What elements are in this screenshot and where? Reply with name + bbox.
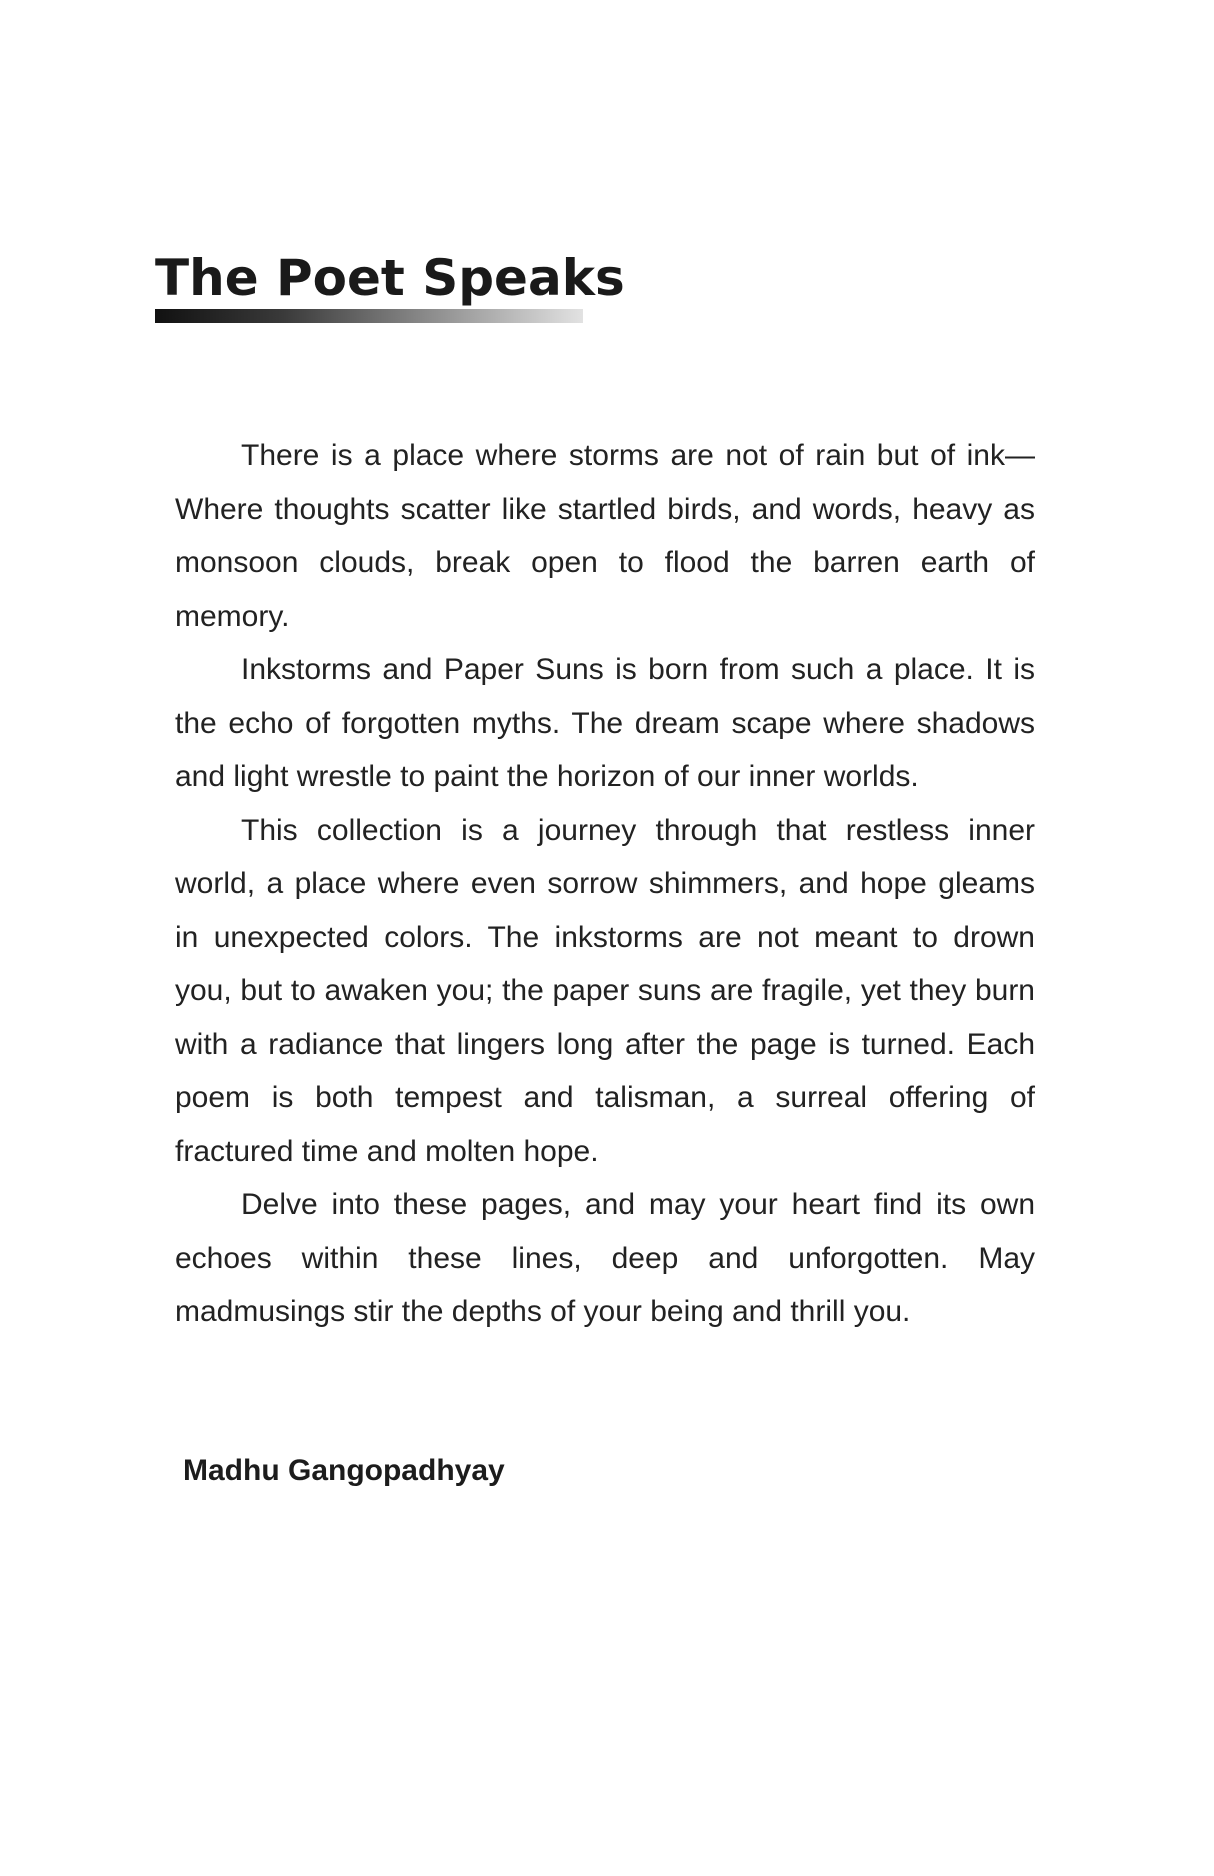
paragraph-3: This collection is a journey through that restless inner world, a place where even sorrow shimmers, and hope gleams in unexpected colors. The inkstorms are not meant to drown you, but to awaken you; the paper suns are fragile, yet they burn with a radiance that lingers long after the page is turned. Each poem is both tempest and talisman, a surreal offering of fractured time and molten hope. [175, 813, 1035, 1168]
page-title: The Poet Speaks [155, 249, 625, 307]
title-underline-gradient [155, 309, 583, 323]
paragraph-4: Delve into these pages, and may your heart find its own echoes within these lines, deep and unforgotten. May madmusings stir the depths of your being and thrill you. [175, 1188, 1035, 1328]
preface-body [175, 429, 1035, 1339]
author-signature: Madhu Gangopadhyay [183, 1454, 505, 1487]
paragraph-1: There is a place where storms are not of rain but of ink— Where thoughts scatter like startled birds, and words, heavy as monsoon clouds, break open to flood the barren earth of memory. [175, 439, 1035, 633]
paragraph-2: Inkstorms and Paper Suns is born from such a place. It is the echo of forgotten myths. The dream scape where shadows and light wrestle to paint the horizon of our inner worlds. [175, 653, 1035, 793]
